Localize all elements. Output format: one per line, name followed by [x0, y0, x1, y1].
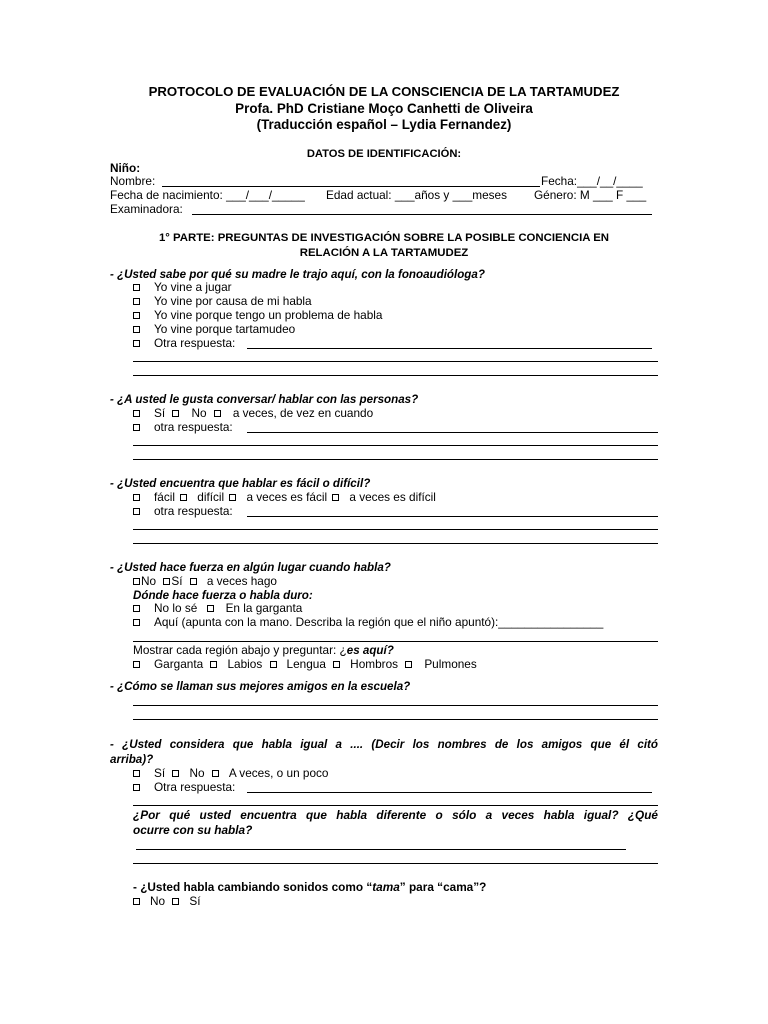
option-sometimes-easy: a veces es fácil	[246, 489, 328, 504]
answer-line[interactable]	[110, 434, 658, 448]
age-label: Edad actual: ___años y ___meses	[326, 188, 508, 203]
q2-options	[110, 407, 658, 421]
region-lips: Labios	[227, 656, 263, 671]
region-shoulders: Hombros	[350, 656, 399, 671]
q1-option-4[interactable]	[110, 323, 658, 337]
document-title: PROTOCOLO DE EVALUACIÓN DE LA CONSCIENCIA DE LA TARTAMUDEZ	[148, 84, 620, 99]
option-yes: Sí	[154, 405, 166, 420]
option-sometimes: A veces, o un poco	[228, 765, 329, 780]
question-7	[110, 881, 658, 895]
checkbox-icon[interactable]	[133, 494, 140, 501]
name-label: Nombre:	[110, 174, 156, 189]
question-7-prefix: - ¿Usted habla cambiando sonidos como “	[133, 879, 373, 894]
option-sometimes: a veces hago	[206, 573, 277, 588]
checkbox-icon[interactable]	[172, 898, 179, 905]
q4-location-options	[110, 602, 658, 616]
checkbox-icon[interactable]	[133, 284, 140, 291]
question-6-line1: - ¿Usted considera que habla igual a .... (Decir los nombres de los amigos que él citó	[110, 737, 658, 751]
part1-heading-line2: RELACIÓN A LA TARTAMUDEZ	[299, 247, 469, 260]
birth-row	[110, 189, 658, 203]
checkbox-icon[interactable]	[163, 578, 170, 585]
checkbox-icon[interactable]	[172, 770, 179, 777]
examiner-field[interactable]	[192, 214, 652, 215]
option-label: Yo vine porque tartamudeo	[154, 321, 296, 336]
q3-options	[110, 491, 658, 505]
birthdate-label: Fecha de nacimiento: ___/___/_____	[110, 188, 305, 203]
q4-option-here[interactable]	[110, 616, 658, 630]
checkbox-icon[interactable]	[333, 661, 340, 668]
option-dont-know: No lo sé	[154, 601, 198, 616]
checkbox-icon[interactable]	[133, 605, 140, 612]
instruction-emphasis: es aquí?	[346, 643, 394, 657]
option-label: Yo vine a jugar	[154, 280, 232, 295]
question-7-suffix: ” para “cama”?	[399, 879, 487, 894]
q3-option-other[interactable]	[110, 505, 658, 519]
question-1: - ¿Usted sabe por qué su madre le trajo aquí, con la fonoaudióloga?	[110, 267, 485, 281]
checkbox-icon[interactable]	[229, 494, 236, 501]
checkbox-icon[interactable]	[180, 494, 187, 501]
answer-line[interactable]	[110, 630, 658, 644]
option-label: otra respuesta:	[154, 419, 233, 434]
option-label: Yo vine por causa de mi habla	[154, 294, 312, 309]
option-hard: difícil	[197, 489, 225, 504]
answer-line[interactable]	[110, 350, 658, 364]
q4-show-instruction	[110, 644, 658, 658]
option-label: otra respuesta:	[154, 503, 233, 518]
other-answer-field[interactable]	[247, 792, 652, 793]
answer-line[interactable]	[110, 838, 658, 852]
q1-option-other[interactable]	[110, 337, 658, 351]
other-answer-field[interactable]	[247, 348, 652, 349]
checkbox-icon[interactable]	[405, 661, 412, 668]
checkbox-icon[interactable]	[172, 410, 179, 417]
answer-line[interactable]	[110, 794, 658, 808]
checkbox-icon[interactable]	[210, 661, 217, 668]
checkbox-icon[interactable]	[133, 312, 140, 319]
option-label: Otra respuesta:	[154, 779, 236, 794]
q4-options	[110, 575, 658, 589]
answer-line[interactable]	[110, 448, 658, 462]
checkbox-icon[interactable]	[214, 410, 221, 417]
answer-line[interactable]	[110, 518, 658, 532]
option-label: Yo vine porque tengo un problema de habla	[154, 308, 383, 323]
option-sometimes: a veces, de vez en cuando	[232, 405, 374, 420]
checkbox-icon[interactable]	[133, 326, 140, 333]
q1-option-2[interactable]	[110, 295, 658, 309]
date-label: Fecha:___/__/____	[541, 174, 643, 189]
option-label: Aquí (apunta con la mano. Describa la región que el niño apuntó):________________	[154, 615, 604, 630]
question-2: - ¿A usted le gusta conversar/ hablar con las personas?	[110, 393, 419, 407]
option-no: No	[189, 765, 205, 780]
checkbox-icon[interactable]	[133, 661, 140, 668]
question-3: - ¿Usted encuentra que hablar es fácil o difícil?	[110, 477, 371, 491]
option-label: Otra respuesta:	[154, 335, 236, 350]
option-no: No	[150, 893, 166, 908]
document-translation-credit: (Traducción español – Lydia Fernandez)	[256, 117, 512, 132]
checkbox-icon[interactable]	[133, 340, 140, 347]
answer-line[interactable]	[110, 364, 658, 378]
checkbox-icon[interactable]	[133, 898, 140, 905]
q4-subquestion: Dónde hace fuerza o habla duro:	[133, 588, 313, 602]
checkbox-icon[interactable]	[207, 605, 214, 612]
option-easy: fácil	[154, 489, 175, 504]
q6-option-other[interactable]	[110, 781, 658, 795]
region-lungs: Pulmones	[424, 656, 477, 671]
examiner-row	[110, 203, 658, 217]
part1-heading-line1: 1° PARTE: PREGUNTAS DE INVESTIGACIÓN SOBRE LA POSIBLE CONCIENCIA EN	[158, 231, 610, 244]
examiner-label: Examinadora:	[110, 201, 183, 216]
checkbox-icon[interactable]	[133, 770, 140, 777]
q6-followup-line2: ocurre con su habla?	[133, 823, 253, 838]
region-tongue: Lengua	[286, 656, 326, 671]
option-yes: Sí	[154, 765, 166, 780]
checkbox-icon[interactable]	[133, 508, 140, 515]
gender-label: Género: M ___ F ___	[534, 188, 647, 203]
q6-followup	[110, 808, 658, 838]
option-no: No	[191, 405, 207, 420]
q6-options	[110, 767, 658, 781]
child-label: Niño:	[110, 160, 141, 175]
q4-regions	[110, 658, 658, 672]
part1-heading	[110, 231, 658, 262]
answer-line[interactable]	[110, 694, 658, 708]
option-yes: Sí	[189, 893, 201, 908]
q2-option-other[interactable]	[110, 421, 658, 435]
checkbox-icon[interactable]	[133, 424, 140, 431]
q6-followup-line1: ¿Por qué usted encuentra que habla diferente o sólo a veces habla igual? ¿Qué	[133, 808, 658, 823]
question-5: - ¿Cómo se llaman sus mejores amigos en la escuela?	[110, 680, 411, 694]
document-page	[110, 84, 658, 908]
checkbox-icon[interactable]	[133, 619, 140, 626]
q7-options	[110, 895, 658, 909]
question-7-emphasis: tama	[372, 879, 400, 894]
option-sometimes-hard: a veces es difícil	[349, 489, 436, 504]
name-row	[110, 175, 658, 189]
checkbox-icon[interactable]	[133, 578, 140, 585]
identification-heading: DATOS DE IDENTIFICACIÓN:	[306, 147, 462, 160]
checkbox-icon[interactable]	[270, 661, 277, 668]
other-answer-field[interactable]	[247, 516, 658, 517]
other-answer-field[interactable]	[247, 432, 658, 433]
question-4: - ¿Usted hace fuerza en algún lugar cuando habla?	[110, 561, 391, 575]
checkbox-icon[interactable]	[332, 494, 339, 501]
option-yes: Sí	[171, 573, 183, 588]
q1-option-3[interactable]	[110, 309, 658, 323]
instruction-text: Mostrar cada región abajo y preguntar: ¿	[133, 642, 347, 657]
question-6-line2: arriba)?	[110, 752, 154, 766]
region-throat: Garganta	[154, 656, 204, 671]
document-author: Profa. PhD Cristiane Moço Canhetti de Oliveira	[235, 100, 533, 116]
option-throat: En la garganta	[225, 601, 303, 616]
checkbox-icon[interactable]	[133, 410, 140, 417]
answer-line[interactable]	[110, 852, 658, 866]
q1-option-1[interactable]	[110, 281, 658, 295]
answer-line[interactable]	[110, 532, 658, 546]
checkbox-icon[interactable]	[212, 770, 219, 777]
question-6	[110, 737, 658, 767]
checkbox-icon[interactable]	[190, 578, 197, 585]
answer-line[interactable]	[110, 708, 658, 722]
checkbox-icon[interactable]	[133, 298, 140, 305]
option-no: No	[141, 573, 157, 588]
checkbox-icon[interactable]	[133, 784, 140, 791]
